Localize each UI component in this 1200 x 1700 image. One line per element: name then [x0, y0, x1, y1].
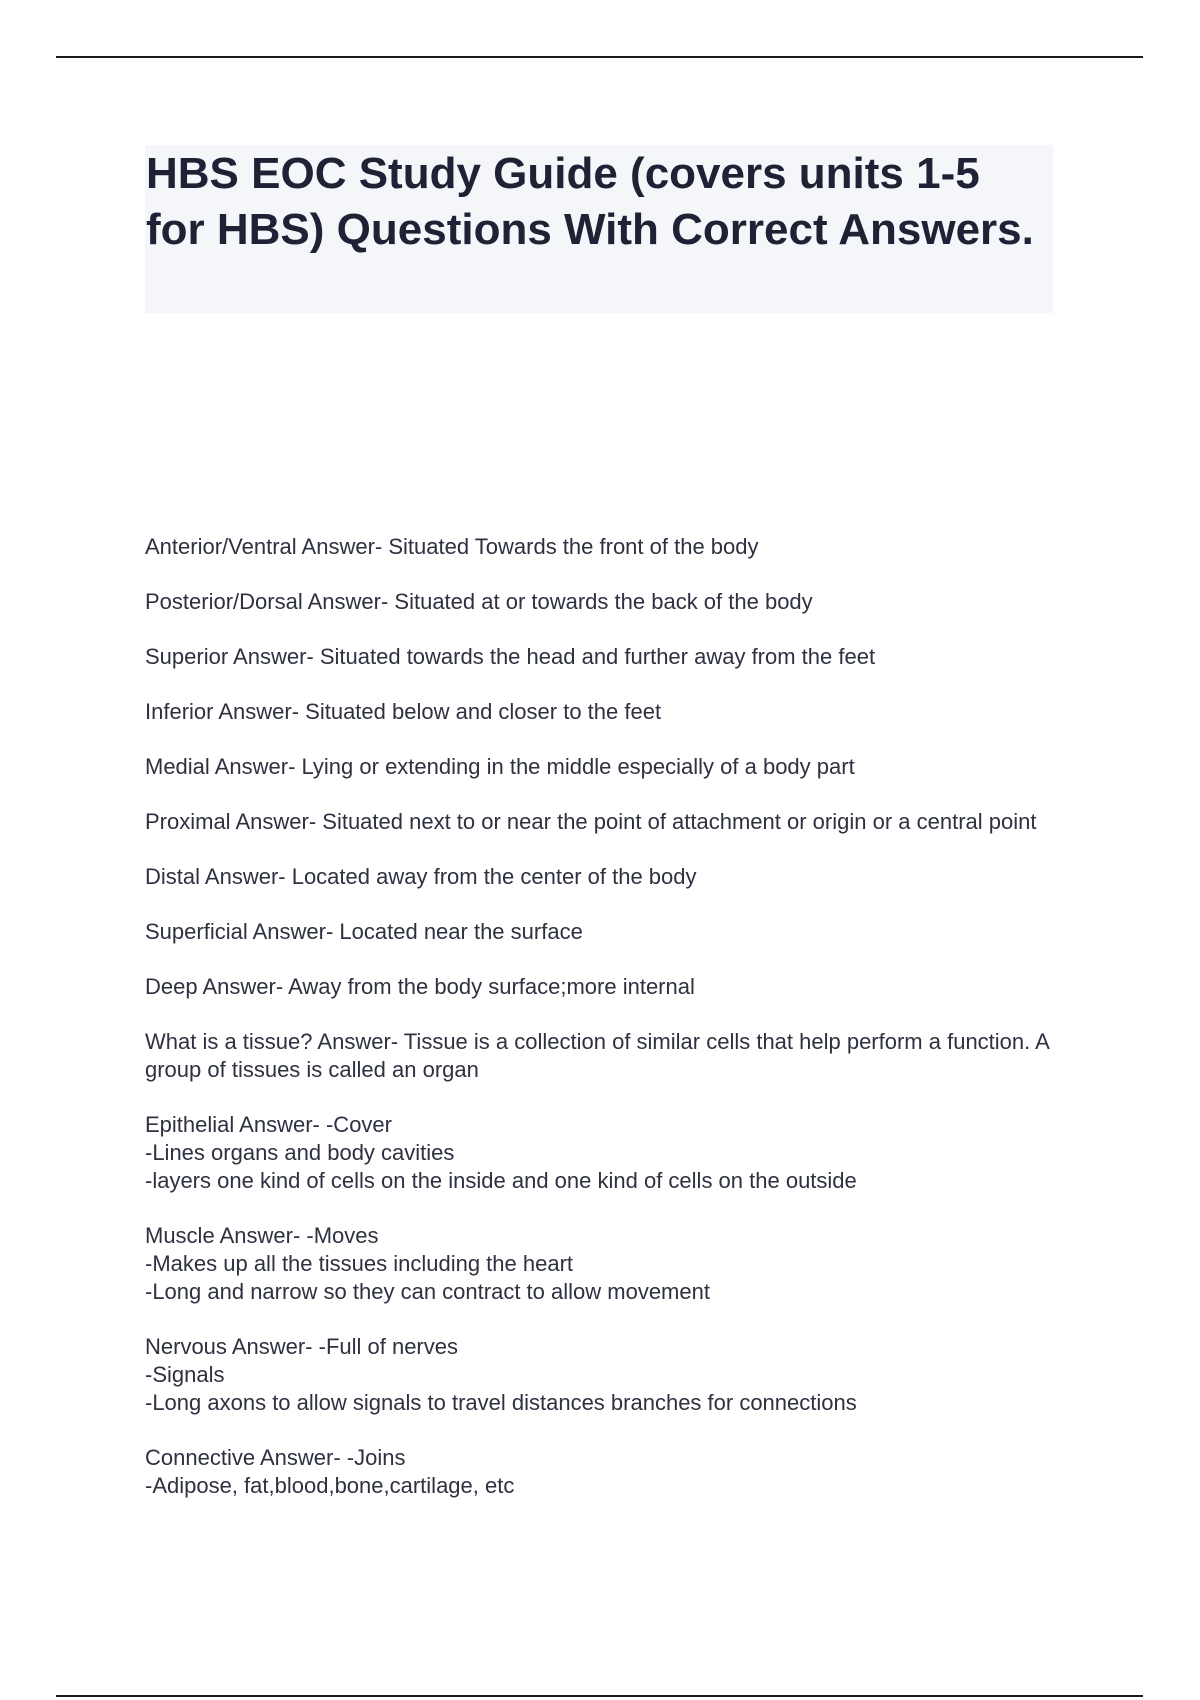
qa-line: Superior Answer- Situated towards the head and further away from the feet — [145, 644, 876, 669]
qa-line: Posterior/Dorsal Answer- Situated at or towards the back of the body — [145, 589, 813, 614]
qa-line: Muscle Answer- -Moves — [145, 1223, 379, 1248]
qa-line: -Lines organs and body cavities — [145, 1140, 455, 1165]
qa-entry — [145, 753, 1065, 781]
qa-entry — [145, 588, 1065, 616]
qa-line: -Adipose, fat,blood,bone,cartilage, etc — [145, 1473, 515, 1498]
qa-entry — [145, 1222, 1065, 1306]
qa-line: -Signals — [145, 1362, 225, 1387]
qa-line: -Long and narrow so they can contract to allow movement — [145, 1279, 710, 1304]
top-rule — [56, 56, 1143, 58]
qa-entry — [145, 1333, 1065, 1417]
qa-entry — [145, 808, 1065, 836]
qa-entry — [145, 1444, 1065, 1500]
qa-entry — [145, 643, 1065, 671]
qa-entry — [145, 918, 1065, 946]
qa-entry — [145, 863, 1065, 891]
qa-entry — [145, 1111, 1065, 1195]
qa-line: Connective Answer- -Joins — [145, 1445, 406, 1470]
qa-entry — [145, 973, 1065, 1001]
qa-line: Inferior Answer- Situated below and closer to the feet — [145, 699, 662, 724]
qa-line: -Makes up all the tissues including the heart — [145, 1251, 574, 1276]
qa-line: Distal Answer- Located away from the center of the body — [145, 864, 697, 889]
qa-line: Proximal Answer- Situated next to or near the point of attachment or origin or a central point — [145, 809, 1037, 834]
qa-line: Epithelial Answer- -Cover — [145, 1112, 392, 1137]
qa-line: Medial Answer- Lying or extending in the middle especially of a body part — [145, 754, 855, 779]
qa-line: Superficial Answer- Located near the surface — [145, 919, 583, 944]
qa-entry — [145, 533, 1065, 561]
qa-entry — [145, 698, 1065, 726]
qa-line: Nervous Answer- -Full of nerves — [145, 1334, 458, 1359]
qa-line: Deep Answer- Away from the body surface;more internal — [145, 974, 695, 999]
qa-line: Anterior/Ventral Answer- Situated Towards the front of the body — [145, 534, 759, 559]
qa-line: -Long axons to allow signals to travel distances branches for connections — [145, 1390, 857, 1415]
qa-line: What is a tissue? Answer- Tissue is a collection of similar cells that help perform a function. A group of tissues is called an organ — [145, 1029, 1049, 1082]
qa-entry — [145, 1028, 1065, 1084]
qa-line: -layers one kind of cells on the inside and one kind of cells on the outside — [145, 1168, 857, 1193]
document-title: HBS EOC Study Guide (covers units 1-5 for HBS) Questions With Correct Answers. — [146, 149, 1034, 254]
qa-list — [145, 533, 1065, 1527]
bottom-rule — [56, 1695, 1143, 1697]
